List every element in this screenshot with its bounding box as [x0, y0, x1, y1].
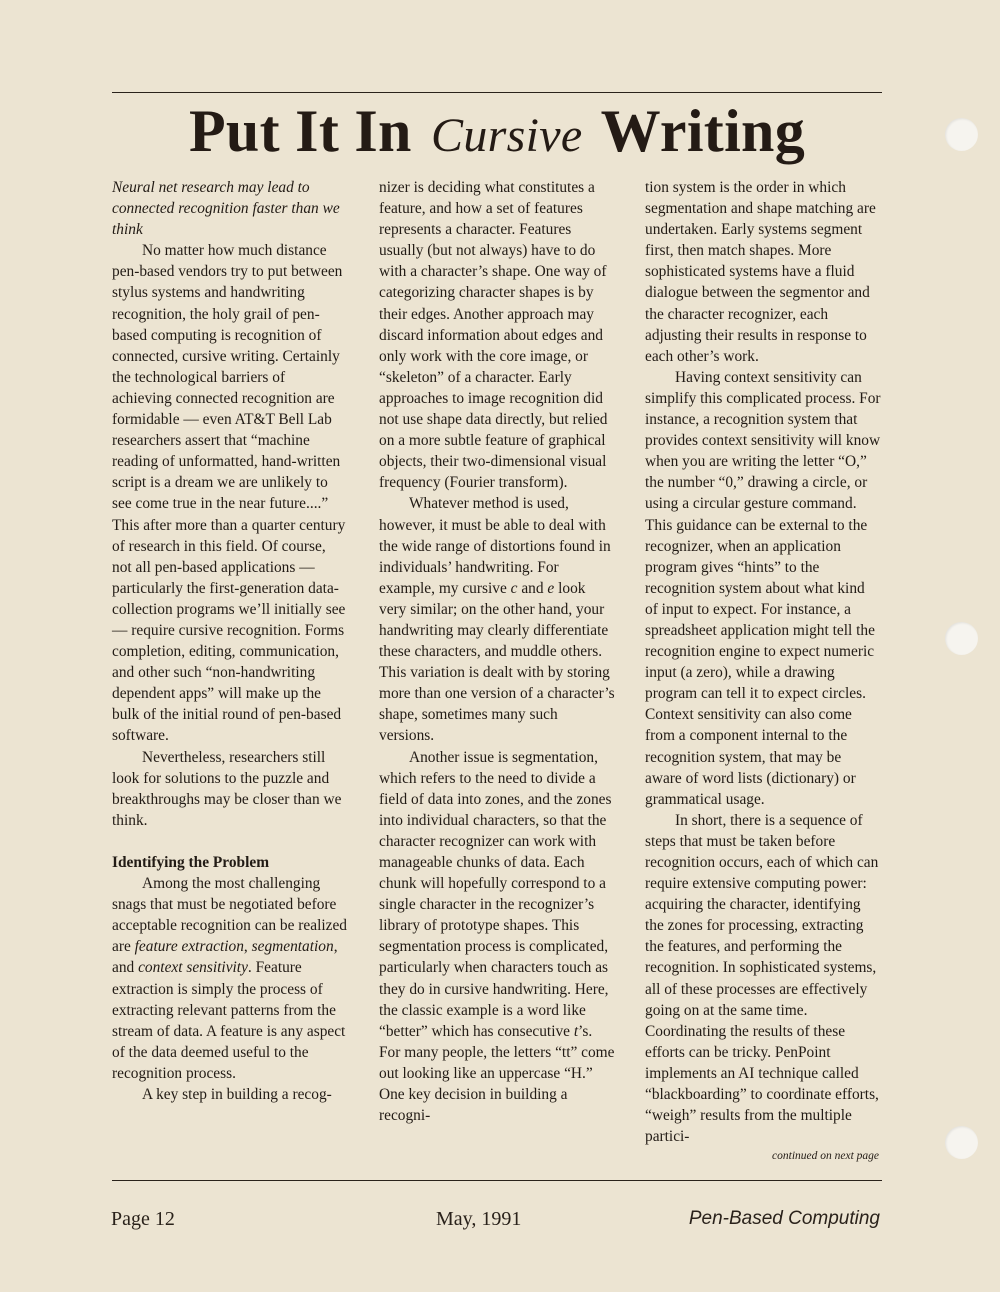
article-title — [112, 96, 882, 171]
paragraph: In short, there is a sequence of steps that must be taken before recognition occurs, each of which can require extensive computing power: acquiring the character, identifying the zones for processing, extracting the features, and performing the recognition. In sophisticated systems, all of these processes are effectively going on at the same time. Coordinating the results of these efforts can be tricky. PenPoint implements an AI technique called “blackboarding” to coordinate efforts, “weigh” results from the multiple partici- — [645, 811, 879, 1146]
paragraph — [379, 493, 615, 746]
paragraph: No matter how much distance pen-based vendors try to put between stylus systems and handwriting recognition, the holy grail of pen-based computing is recognition of connected, cursive writing. Certainly the technological barriers of achieving connected recognition are formidable — even AT&T Bell Lab researchers assert that “machine reading of unformatted, hand-written script is a dream we are unlikely to see come true in the near future....” This after more than a quarter century of research in this field. Of course, not all pen-based applications — particularly the first-generation data-collection programs we’ll initially see — require cursive recognition. Forms completion, editing, communication, and other such “non-handwriting dependent apps” will make up the bulk of the initial round of pen-based software. — [112, 242, 346, 745]
binder-hole — [945, 1126, 978, 1159]
column-1 — [112, 177, 348, 1105]
paragraph — [112, 873, 348, 1084]
emphasis: segmentation — [251, 938, 334, 956]
issue-date: May, 1991 — [436, 1208, 522, 1230]
emphasis: c — [510, 579, 518, 597]
dek: Neural net research may lead to connected recognition faster than we think — [112, 179, 340, 239]
publication-name: Pen-Based Computing — [688, 1208, 880, 1229]
title-part2: Writing — [600, 98, 806, 164]
text-run: look very similar; on the other hand, your handwriting may clearly differentiate these characters, and muddle others. This variation is dealt with by storing more than one version of a character’s shape, sometimes many such versions. — [379, 579, 615, 745]
paragraph: A key step in building a recog- — [142, 1086, 332, 1104]
paragraph: tion system is the order in which segmentation and shape matching are undertaken. Early systems segment first, then match shapes. More sophisticated systems have a fluid dialogue between the segmentor and the character recognizer, each adjusting their results in response to each other’s work. — [645, 179, 876, 365]
emphasis: feature extraction — [134, 938, 244, 956]
top-rule — [112, 92, 882, 93]
binder-hole — [945, 622, 978, 655]
title-cursive-word: Cursive — [431, 109, 583, 162]
title-part1: Put It In — [188, 98, 412, 164]
bottom-rule — [112, 1180, 882, 1181]
emphasis: e — [547, 579, 555, 597]
text-run: Whatever method is used, however, it must be able to deal with the wide range of distortions found in individuals’ handwriting. For example, my cursive — [379, 495, 611, 597]
text-run: , and — [112, 938, 338, 977]
paragraph: Nevertheless, researchers still look for solutions to the puzzle and breakthroughs may be closer than we think. — [112, 748, 342, 829]
emphasis: t — [573, 1022, 579, 1040]
text-run: , — [243, 938, 252, 956]
text-run: Another issue is segmentation, which refers to the need to divide a field of data into zones, and the zones into individual characters, so that the character recognizer can work with manageable chunks of data. Each chunk will hopefully correspond to a single character in the recognizer’s library of prototype shapes. This segmentation process is complicated, particularly when characters touch as they do in cursive handwriting. Here, the classic example is a word like “better” which has consecutive — [379, 748, 612, 1040]
column-2 — [379, 177, 615, 1126]
text-run: . Feature extraction is simply the process of extracting relevant patterns from the stream of data. A feature is any aspect of the data deemed useful to the recognition process. — [112, 959, 346, 1082]
text-run: Among the most challenging snags that must be negotiated before acceptable recognition can be realized are — [112, 875, 347, 956]
paragraph — [379, 747, 615, 1127]
continued-note: continued on next page — [772, 1150, 879, 1163]
text-run: ’s. For many people, the letters “tt” come out looking like an uppercase “H.” One key decision in building a recogni- — [379, 1022, 615, 1125]
emphasis: context sensitivity — [138, 959, 248, 977]
paragraph: Having context sensitivity can simplify this complicated process. For instance, a recognition system that provides context sensitivity will know when you are writing the letter “O,” the number “0,” drawing a circle, or using a circular gesture command. This guidance can be external to the recognizer, when an application program gives “hints” to the recognition system about what kind of input to expect. For instance, a spreadsheet application might tell the recognition engine to expect numeric input (a zero), while a drawing program can tell it to expect circles. Context sensitivity can also come from a component internal to the recognition system, that may be aware of word lists (dictionary) or grammatical usage. — [645, 368, 881, 808]
section-heading: Identifying the Problem — [112, 854, 270, 871]
paragraph: nizer is deciding what constitutes a feature, and how a set of features represents a character. Features usually (but not always) have to do with a character’s shape. One way of categorizing character shapes is by their edges. Another approach may discard information about edges and only work with the core image, or “skeleton” of a character. Early approaches to image recognition did not use shape data directly, but relied on a more subtle feature of graphical objects, their two-dimensional visual frequency (Fourier transform). — [379, 179, 608, 492]
text-run: and — [517, 579, 548, 597]
page-number: Page 12 — [111, 1208, 175, 1230]
binder-hole — [945, 118, 978, 151]
column-3 — [645, 177, 881, 1165]
